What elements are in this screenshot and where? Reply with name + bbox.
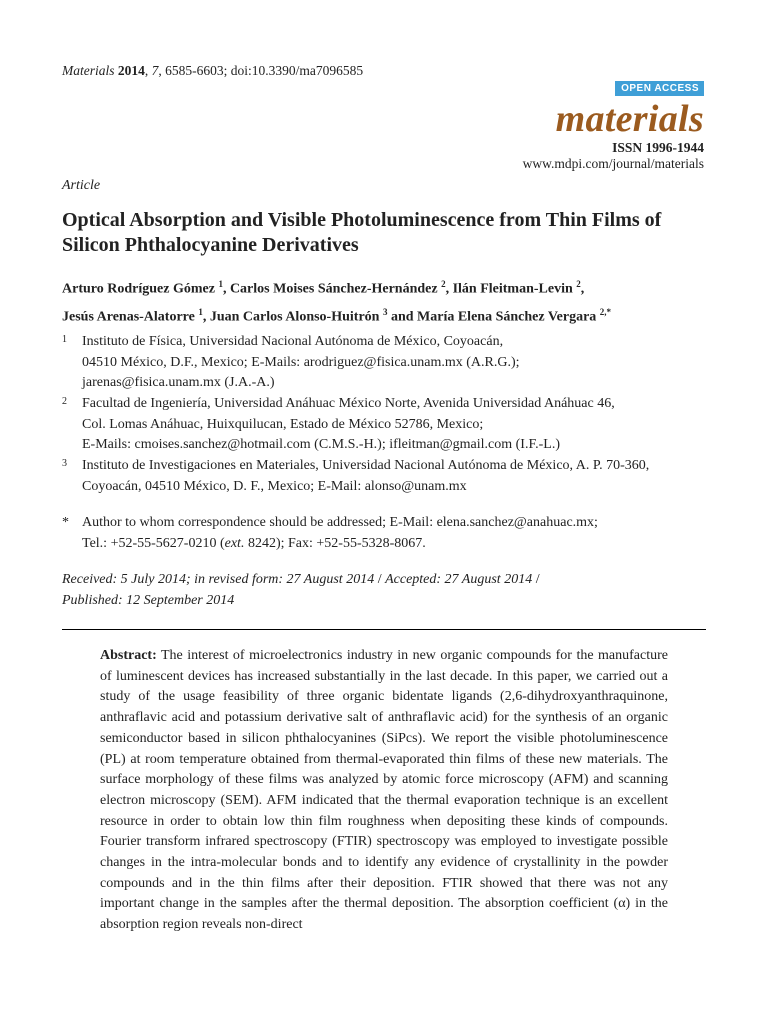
journal-name: Materials [62,63,115,78]
published-date: Published: 12 September 2014 [62,593,235,608]
affiliation-3 [62,456,722,497]
publication-dates: Received: 5 July 2014; in revised form: 27 August 2014 / Accepted: 27 August 2014 / Published: 12 September 2014 [62,572,540,608]
affiliation-mark: 3 [62,458,67,469]
affiliation-mark: 2 [62,396,67,407]
author-name: Juan Carlos Alonso-Huitrón [209,309,380,325]
affiliation-line: Instituto de Física, Universidad Nacional Autónoma de México, Coyoacán, [82,334,504,349]
author-affil-mark: 1 [218,279,223,289]
journal-reference: Materials 2014, 7, 6585-6603; doi:10.3390/ma7096585 [62,63,364,78]
correspondence-line-2: Tel.: +52-55-5627-0210 (ext. 8242); Fax: +52-55-5328-8067. [82,535,426,551]
abstract-label: Abstract: [100,648,157,663]
abstract-text: The interest of microelectronics industry in new organic compounds for the manufacture of luminescent devices has increased substantially in the last decade. In this paper, we carried out a study of the usage feasibility of three organic bidentate ligands (2,6-dihydroxyanthraquinone, anthraflavic acid and potassium derivative salt of anthraflavic acid) for the synthesis of an organic semiconductor based in silicon phthalocyanines (SiPcs). We report the visible photoluminescence (PL) at room temperature obtained from thermal-evaporated thin films of these new materials. The surface morphology of these films was analyzed by atomic force microscopy (AFM) and scanning electron microscopy (SEM). AFM indicated that the thermal evaporation technique is an excellent resource in order to obtain low thin film roughness when depositing these kinds of compounds. Fourier transform infrared spectroscopy (FTIR) spectroscopy was employed to investigate possible changes in the intra-molecular bonds and to identify any evidence of crystallinity in the powder compounds and in the thin films after their deposition. FTIR showed that there was not any important change in the samples after the thermal deposition. The absorption coefficient (α) in the absorption region reveals non-direct [100,648,668,933]
journal-year: 2014 [117,63,145,78]
author-name: María Elena Sánchez Vergara [417,309,597,325]
journal-volume: 7 [151,63,159,78]
correspondence-note [62,513,722,554]
correspondence-mark: * [62,515,69,530]
abstract [100,646,668,936]
affiliation-1 [62,332,722,394]
issn: ISSN 1996-1944 [612,140,704,155]
journal-url[interactable]: www.mdpi.com/journal/materials [522,156,704,171]
affiliation-line: Col. Lomas Anáhuac, Huixquilucan, Estado de México 52786, Mexico; [82,416,484,432]
author-name: Arturo Rodríguez Gómez [62,281,215,297]
author-line-1: Arturo Rodríguez Gómez $^1$, Carlos Moises Sánchez-Hernández $^2$, Ilán Fleitman-Levin $^2$, [62,279,585,297]
author-affil-mark: 3 [382,306,388,317]
affiliation-line: Instituto de Investigaciones en Materiales, Universidad Nacional Autónoma de México, A. P. 70-360, [82,458,650,473]
affiliation-line: Coyoacán, 04510 México, D. F., Mexico; E-Mail: alonso@unam.mx [82,478,467,494]
affiliation-line: jarenas@fisica.unam.mx (J.A.-A.) [82,375,275,390]
correspondence-line-1: Author to whom correspondence should be addressed; E-Mail: elena.sanchez@anahuac.mx; [82,515,598,530]
author-list [62,273,712,328]
affiliation-line: 04510 México, D.F., Mexico; E-Mails: arodriguez@fisica.unam.mx (A.R.G.); [82,354,520,370]
affiliation-line: Facultad de Ingeniería, Universidad Anáhuac México Norte, Avenida Universidad Anáhuac 46, [82,396,615,411]
article-type: Article [62,178,101,193]
section-divider [62,629,706,630]
author-name: Ilán Fleitman-Levin [452,281,573,297]
open-access-badge: OPEN ACCESS [615,81,704,96]
author-affil-mark: 2 [441,279,446,289]
author-affil-mark: 2 [576,279,581,289]
author-affil-mark: 1 [198,306,203,317]
author-name: Carlos Moises Sánchez-Hernández [229,281,438,297]
affiliation-line: E-Mails: cmoises.sanchez@hotmail.com (C.M.S.-H.); ifleitman@gmail.com (I.F.-L.) [82,437,561,452]
journal-pages-doi: 6585-6603; doi:10.3390/ma7096585 [165,63,364,78]
accepted-date: Accepted: 27 August 2014 [385,572,533,587]
affiliation-2 [62,394,722,456]
author-affil-mark: 2,* [599,306,612,317]
author-name: Jesús Arenas-Alatorre [62,309,195,325]
author-line-2: Jesús Arenas-Alatorre $^1$, Juan Carlos Alonso-Huitrón $^3$ and María Elena Sánchez Vergara $^{2,*}$ [62,306,612,325]
journal-logo: materials [555,98,704,140]
paper-title: Optical Absorption and Visible Photoluminescence from Thin Films of Silicon Phthalocyanine Derivatives [62,209,662,256]
received-date: Received: 5 July 2014; in revised form: 27 August 2014 [62,572,375,587]
affiliation-mark: 1 [62,334,67,345]
